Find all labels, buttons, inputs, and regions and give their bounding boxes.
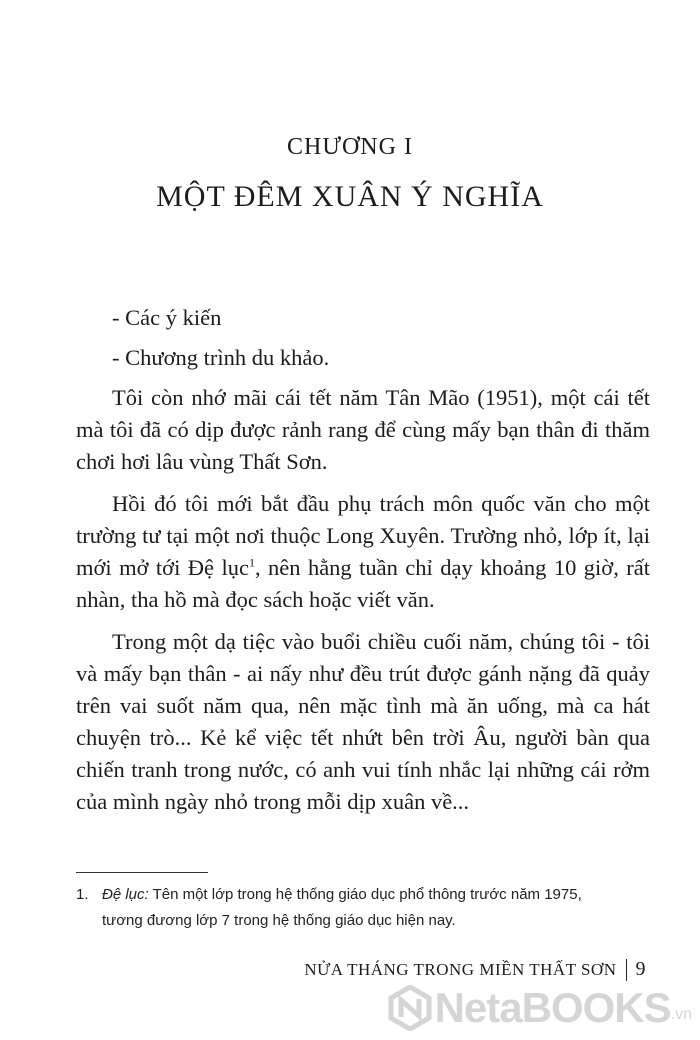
paragraph-1: Tôi còn nhớ mãi cái tết năm Tân Mão (1951), một cái tết mà tôi đã có dịp được rảnh rang để cùng mấy bạn thân đi thăm chơi hơi lâu vùng Thất Sơn. <box>76 385 650 474</box>
netabooks-logo-icon <box>387 985 433 1031</box>
watermark-suffix: .vn <box>670 1006 692 1023</box>
running-footer <box>304 958 646 981</box>
footnote-line-1 <box>76 882 656 908</box>
footnote-text-2: tương đương lớp 7 trong hệ thống giáo dục hiện nay. <box>102 912 456 929</box>
dash-item-1: - Các ý kiến <box>112 305 222 330</box>
footnote-divider <box>76 872 208 873</box>
footnote-text-1: Tên một lớp trong hệ thống giáo dục phổ thông trước năm 1975, <box>148 886 582 903</box>
dash-item-2: - Chương trình du khảo. <box>112 345 330 370</box>
watermark <box>387 984 692 1032</box>
footnote-first-line <box>102 882 582 908</box>
footnote <box>76 882 656 934</box>
footer-separator <box>626 959 627 981</box>
running-title: NỬA THÁNG TRONG MIỀN THẤT SƠN <box>304 959 617 979</box>
paragraph-3: Trong một dạ tiệc vào buổi chiều cuối năm, chúng tôi - tôi và mấy bạn thân - ai nấy như đều trút được gánh nặng đã quảy trên vai suốt năm qua, nên mặc tình mà ăn uống, mà ca hát chuyện trò... Kẻ kể việc tết nhứt bên trời Âu, người bàn qua chiến tranh trong nước, có anh vui tính nhắc lại những cái rởm của mình ngày nhỏ trong mỗi dịp xuân về... <box>76 629 650 814</box>
footnote-ref: 1 <box>248 555 255 570</box>
chapter-label: CHƯƠNG I <box>287 134 413 160</box>
page-number: 9 <box>635 958 646 980</box>
chapter-title: MỘT ĐÊM XUÂN Ý NGHĨA <box>156 180 544 213</box>
paragraph-2-start: Hồi đó tôi mới bắt đầu phụ trách môn quốc văn cho một trường tư tại một nơi thuộc Long Xuyên. Trường nhỏ, lớp ít, lại mới mở tới Đệ lục <box>76 491 650 580</box>
footnote-number: 1. <box>76 886 89 903</box>
footnote-term: Đệ lục: <box>102 886 149 903</box>
paragraph-2-end: , nên hằng tuần chỉ dạy khoảng 10 giờ, rất nhàn, tha hồ mà đọc sách hoặc viết văn. <box>76 555 650 612</box>
body-text <box>76 302 650 828</box>
paragraph-2 <box>76 488 650 616</box>
watermark-text: NetaBOOKS <box>434 984 671 1031</box>
